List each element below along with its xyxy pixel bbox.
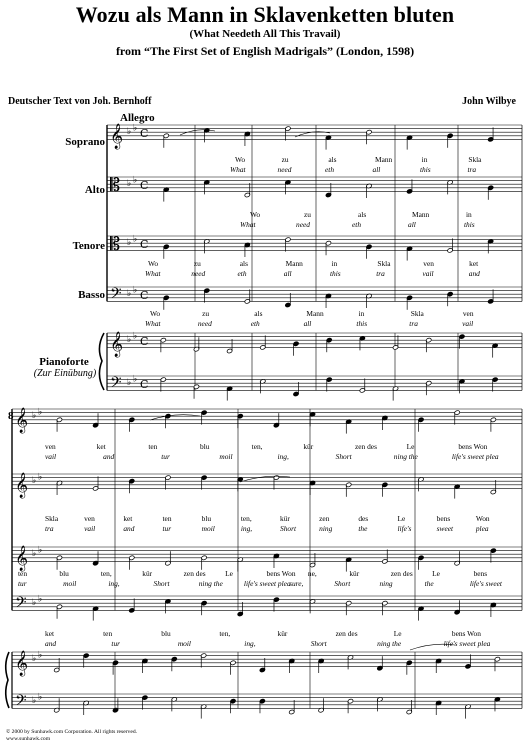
lyric-soprano-de: als — [328, 155, 337, 164]
piano-bass-clef: 𝄢 — [110, 374, 122, 395]
lyric-tenore-en: What — [145, 269, 161, 278]
alto-2-clef: 𝄞 — [15, 473, 29, 498]
basso-2-clef: 𝄢 — [15, 594, 27, 615]
lyric-tenore2-en: ning the — [198, 579, 223, 588]
lyric-alto2-de: zen — [319, 514, 330, 523]
key-signature-flat: ♭ — [38, 472, 43, 483]
lyric-alto2-de: ten — [162, 514, 172, 523]
lyric-basso2-de: Le — [393, 629, 402, 638]
lyric-tenore2-en: ning — [379, 579, 393, 588]
key-signature-flat: ♭ — [127, 127, 132, 138]
key-signature-flat: ♭ — [133, 285, 138, 296]
key-signature-flat: ♭ — [127, 238, 132, 249]
lyric-basso-de: Mann — [306, 309, 324, 318]
lyric-alto2-en: plea — [475, 524, 489, 533]
part-label-tenore: Tenore — [72, 240, 105, 252]
lyric-basso-en: this — [356, 319, 368, 328]
piano-brace — [99, 333, 104, 390]
lyric-tenore2-en: ing, — [108, 579, 120, 588]
lyric-soprano2-de: ket — [96, 442, 106, 451]
lyric-basso-en: vail — [462, 319, 474, 328]
lyric-basso2-en: ning the — [377, 639, 402, 648]
lyric-soprano2-de: blu — [200, 442, 210, 451]
lyric-tenore-de: zu — [193, 259, 201, 268]
lyric-basso2-en: moil — [177, 639, 191, 648]
part-label-alto: Alto — [84, 184, 105, 196]
part-label-piano-sub: (Zur Einübung) — [33, 368, 97, 379]
lyric-alto2-en: sweet — [436, 524, 454, 533]
lyric-soprano-en: What — [230, 165, 246, 174]
time-signature: C — [140, 288, 149, 302]
lyric-alto2-en: moil — [201, 524, 215, 533]
lyric-basso2-de: ten, — [219, 629, 231, 638]
lyric-tenore-en: eth — [237, 269, 247, 278]
lyric-alto2-en: ning — [319, 524, 333, 533]
key-signature-flat: ♭ — [32, 696, 37, 707]
key-signature-flat: ♭ — [133, 123, 138, 134]
key-signature-flat: ♭ — [38, 692, 43, 703]
key-signature-flat: ♭ — [127, 179, 132, 190]
lyric-soprano2-en: vail — [45, 452, 57, 461]
time-signature: C — [140, 377, 149, 391]
lyric-alto-en: need — [296, 220, 310, 229]
lyric-basso-de: als — [254, 309, 263, 318]
lyric-soprano2-en: Short — [335, 452, 352, 461]
lyric-soprano2-de: ten, — [251, 442, 263, 451]
lyric-alto-de: Mann — [412, 210, 430, 219]
lyric-tenore2-en: moil — [63, 579, 77, 588]
lyric-basso-de: zu — [202, 309, 210, 318]
time-signature: C — [140, 178, 149, 192]
lyric-tenore2-en: the — [424, 579, 434, 588]
lyric-basso-en: tra — [409, 319, 418, 328]
source-line: from “The First Set of English Madrigals” (London, 1598) — [115, 44, 415, 58]
lyric-alto-en: all — [408, 220, 416, 229]
lyric-alto-en: What — [240, 220, 256, 229]
composer-name: John Wilbye — [462, 96, 516, 107]
lyric-soprano-de: Mann — [375, 155, 393, 164]
lyric-alto-de: Wo — [250, 210, 261, 219]
key-signature-flat: ♭ — [38, 545, 43, 556]
lyric-basso2-en: Short — [310, 639, 327, 648]
lyric-soprano-de: zu — [281, 155, 289, 164]
lyric-tenore2-de: ten — [18, 569, 28, 578]
lyric-alto2-de: bens — [436, 514, 451, 523]
lyric-tenore-en: this — [330, 269, 341, 278]
alto-clef: 𝄡 — [110, 175, 121, 196]
lyric-tenore2-de: Le — [225, 569, 233, 578]
lyric-basso2-en: and — [45, 639, 57, 648]
lyric-tenore2-de: kür — [142, 569, 153, 578]
lyric-soprano-en: eth — [325, 165, 335, 174]
tenore-2-clef: 𝄞 — [15, 546, 29, 571]
lyric-basso-de: Skla — [410, 309, 424, 318]
lyric-soprano-de: in — [421, 155, 428, 164]
lyric-alto2-de: ven — [84, 514, 95, 523]
lyric-soprano-en: tra — [467, 165, 477, 174]
slur — [150, 415, 200, 420]
lyric-soprano2-de: ten — [148, 442, 158, 451]
lyric-alto2-en: life's — [397, 524, 412, 533]
lyric-alto2-en: vail — [84, 524, 96, 533]
lyric-tenore2-de: zen des — [183, 569, 206, 578]
time-signature: C — [140, 237, 149, 251]
lyric-soprano-en: all — [372, 165, 381, 174]
lyric-soprano2-en: moil — [219, 452, 233, 461]
lyric-tenore2-de: blu — [59, 569, 69, 578]
footer-url: www.sunhawk.com — [6, 736, 51, 742]
lyric-alto2-en: the — [358, 524, 368, 533]
measure-number: 8 — [8, 410, 14, 422]
lyric-alto2-de: Won — [475, 514, 490, 523]
tenore-clef: 𝄡 — [110, 234, 121, 255]
lyric-tenore-de: ket — [469, 259, 479, 268]
key-signature-flat: ♭ — [38, 650, 43, 661]
lyric-basso2-en: tur — [111, 639, 121, 648]
lyric-alto2-en: tur — [162, 524, 172, 533]
lyric-tenore-de: Skla — [377, 259, 391, 268]
lyric-tenore2-de: bens Won — [266, 569, 296, 578]
lyric-tenore2-en: life's sweet plea — [243, 579, 291, 588]
lyric-alto2-de: ket — [123, 514, 133, 523]
lyric-alto2-de: Le — [397, 514, 406, 523]
lyric-tenore-en: need — [191, 269, 206, 278]
piano-bass-2-clef: 𝄢 — [15, 692, 27, 713]
key-signature-flat: ♭ — [133, 331, 138, 342]
lyric-tenore-de: ven — [423, 259, 434, 268]
lyric-tenore2-en: Short — [153, 579, 170, 588]
key-signature-flat: ♭ — [133, 175, 138, 186]
key-signature-flat: ♭ — [38, 594, 43, 605]
lyric-soprano-de: Skla — [468, 155, 482, 164]
lyric-basso2-de: bens Won — [451, 629, 481, 638]
lyric-soprano2-en: ning the — [393, 452, 418, 461]
lyric-alto2-en: tra — [45, 524, 54, 533]
lyric-soprano2-de: kür — [303, 442, 314, 451]
soprano-2-clef: 𝄞 — [15, 408, 29, 433]
key-signature-flat: ♭ — [133, 234, 138, 245]
lyric-alto2-en: Short — [280, 524, 297, 533]
lyric-tenore2-de: zen des — [390, 569, 413, 578]
time-signature: C — [140, 334, 149, 348]
text-credit: Deutscher Text von Joh. Bernhoff — [8, 96, 152, 107]
lyric-tenore-de: Wo — [148, 259, 159, 268]
lyric-basso2-de: zen des — [335, 629, 358, 638]
lyric-soprano2-de: zen des — [355, 442, 377, 451]
lyric-alto-de: in — [466, 210, 472, 219]
lyric-tenore2-de: bens — [473, 569, 488, 578]
piano-treble-clef: 𝄞 — [110, 332, 124, 357]
key-signature-flat: ♭ — [127, 289, 132, 300]
tempo-marking: Allegro — [120, 112, 155, 124]
lyric-tenore-en: vail — [422, 269, 434, 278]
lyric-soprano2-de: ven — [45, 442, 56, 451]
lyric-basso-en: eth — [250, 319, 260, 328]
piano-brace-2 — [6, 652, 9, 708]
lyric-tenore2-de: kür — [349, 569, 360, 578]
key-signature-flat: ♭ — [32, 549, 37, 560]
lyric-soprano2-de: bens Won — [458, 442, 488, 451]
lyric-tenore-en: and — [468, 269, 480, 278]
time-signature: C — [140, 126, 149, 140]
lyric-soprano-de: Wo — [235, 155, 246, 164]
lyric-basso2-de: blu — [161, 629, 171, 638]
copyright-text: © 2000 by Sunhawk.com Corporation. All rights reserved. — [6, 729, 138, 735]
key-signature-flat: ♭ — [127, 378, 132, 389]
key-signature-flat: ♭ — [133, 374, 138, 385]
lyric-basso2-de: kür — [277, 629, 288, 638]
lyric-soprano2-de: Le — [406, 442, 415, 451]
soprano-clef: 𝄞 — [110, 124, 124, 149]
lyric-alto-de: als — [358, 210, 367, 219]
lyric-tenore2-en: life's sweet — [469, 579, 502, 588]
part-label-soprano: Soprano — [65, 136, 105, 148]
lyric-tenore2-en: tur — [18, 579, 27, 588]
lyric-basso-en: all — [303, 319, 312, 328]
key-signature-flat: ♭ — [32, 654, 37, 665]
lyric-tenore2-de: ne, — [307, 569, 317, 578]
lyric-basso2-en: ing, — [244, 639, 256, 648]
basso-clef: 𝄢 — [110, 285, 122, 306]
lyric-basso2-de: ten — [103, 629, 113, 638]
page-title: Wozu als Mann in Sklavenketten bluten — [75, 2, 455, 27]
lyric-tenore2-en: Short — [334, 579, 351, 588]
lyric-tenore2-de: Le — [432, 569, 440, 578]
part-label-piano: Pianoforte — [39, 356, 89, 368]
lyric-tenore-de: Mann — [285, 259, 303, 268]
lyric-basso2-de: ket — [45, 629, 55, 638]
lyric-alto2-de: Skla — [45, 514, 59, 523]
footer — [6, 729, 137, 743]
lyric-soprano-en: need — [277, 165, 292, 174]
lyric-tenore-en: all — [283, 269, 292, 278]
key-signature-flat: ♭ — [32, 476, 37, 487]
lyric-basso2-en: life's sweet plea — [443, 639, 491, 648]
lyric-basso-de: ven — [462, 309, 474, 318]
lyric-basso-en: What — [145, 319, 161, 328]
lyric-alto2-de: kür — [280, 514, 290, 523]
key-signature-flat: ♭ — [32, 411, 37, 422]
lyric-alto2-de: blu — [201, 514, 212, 523]
piano-treble-2-clef: 𝄞 — [15, 651, 29, 676]
key-signature-flat: ♭ — [38, 407, 43, 418]
lyric-basso-de: in — [358, 309, 365, 318]
key-signature-flat: ♭ — [127, 335, 132, 346]
lyric-alto2-de: des — [358, 514, 369, 523]
lyric-soprano2-en: tur — [161, 452, 170, 461]
lyric-alto2-de: ten, — [240, 514, 252, 523]
part-label-basso: Basso — [78, 289, 105, 301]
lyric-alto-de: zu — [304, 210, 311, 219]
lyric-basso-en: need — [197, 319, 212, 328]
lyric-alto2-en: and — [123, 524, 135, 533]
lyric-soprano2-en: ing, — [277, 452, 289, 461]
lyric-tenore-de: in — [331, 259, 338, 268]
lyric-basso-de: Wo — [150, 309, 161, 318]
lyric-soprano2-en: and — [103, 452, 115, 461]
key-signature-flat: ♭ — [32, 598, 37, 609]
lyric-soprano2-en: life's sweet plea — [451, 452, 499, 461]
lyric-tenore-en: tra — [376, 269, 385, 278]
lyric-alto2-en: ing, — [240, 524, 253, 533]
lyric-alto-en: eth — [352, 220, 362, 229]
lyric-tenore2-de: ten, — [100, 569, 112, 578]
page-subtitle: (What Needeth All This Travail) — [189, 28, 341, 40]
lyric-tenore-de: als — [239, 259, 248, 268]
lyric-tenore2-en: sure, — [289, 579, 304, 588]
lyric-alto-en: this — [464, 220, 475, 229]
lyric-soprano-en: this — [420, 165, 431, 174]
